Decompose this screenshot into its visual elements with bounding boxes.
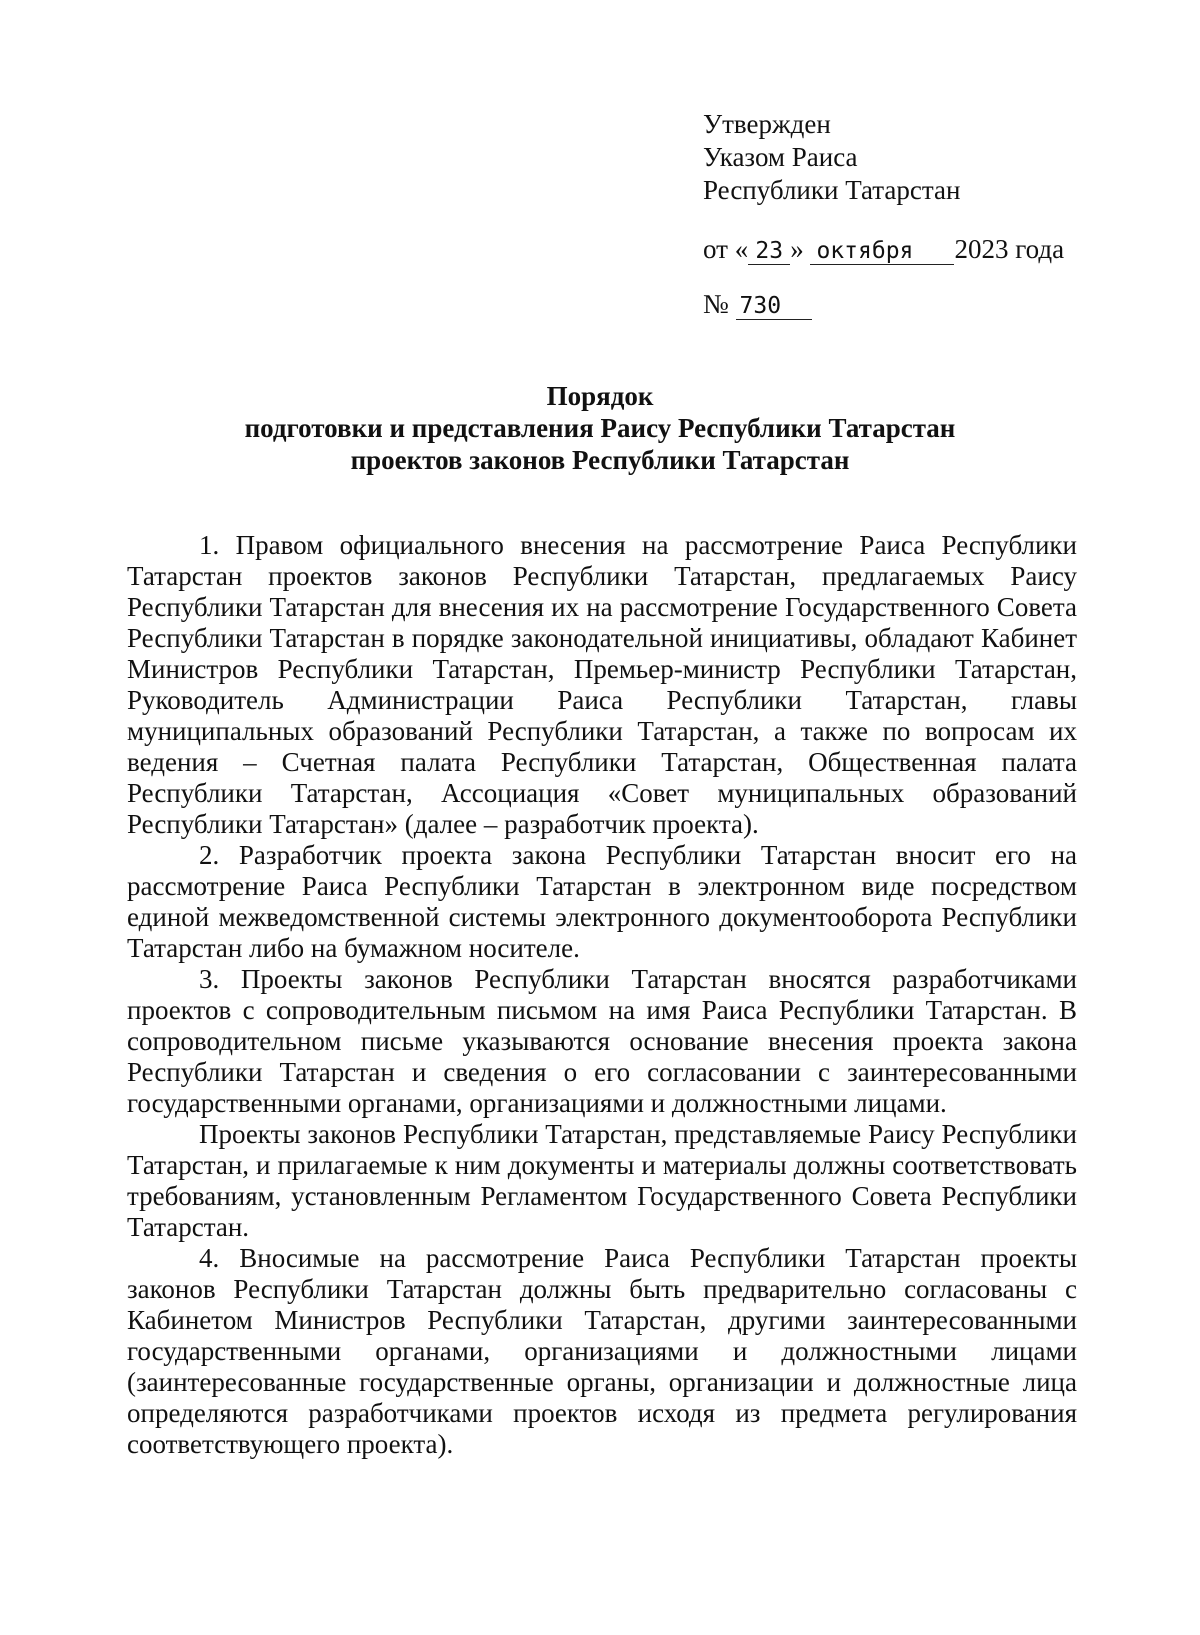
approval-number-line [703,288,1123,321]
date-prefix: от « [703,234,749,264]
date-mid: » [790,234,804,264]
paragraph-3: 3. Проекты законов Республики Татарстан вносятся разработчиками проектов с сопроводительным письмом на имя Раиса Республики Татарстан. В сопроводительном письме указываются основание внесения проекта закона Республики Татарстан и сведения о его согласовании с заинтересованными государственными органами, организациями и должностными лицами. [127,964,1077,1118]
title-line-1: Порядок [546,381,654,411]
approval-date-line [703,233,1123,266]
date-suffix: 2023 года [954,234,1065,264]
number-label: № [703,289,729,319]
document-body [127,530,1077,1460]
approval-line-decree: Указом Раиса [703,142,858,172]
decree-number-field: 730 [736,293,812,320]
date-month-field: октября [810,238,954,265]
date-day-field: 23 [748,238,790,265]
title-line-3: проектов законов Республики Татарстан [350,445,850,475]
title-line-2: подготовки и представления Раису Республики Татарстан [244,413,956,443]
approval-line-republic: Республики Татарстан [703,175,961,205]
paragraph-2: 2. Разработчик проекта закона Республики Татарстан вносит его на рассмотрение Раиса Республики Татарстан в электронном виде посредством единой межведомственной системы электронного документооборота Республики Татарстан либо на бумажном носителе. [127,840,1077,963]
approval-stamp-block [703,108,1123,321]
approval-line-approved: Утвержден [703,109,831,139]
paragraph-3-continuation: Проекты законов Республики Татарстан, представляемые Раису Республики Татарстан, и прилагаемые к ним документы и материалы должны соответствовать требованиям, установленным Регламентом Государственного Совета Республики Татарстан. [127,1119,1077,1242]
paragraph-4: 4. Вносимые на рассмотрение Раиса Республики Татарстан проекты законов Республики Татарстан должны быть предварительно согласованы с Кабинетом Министров Республики Татарстан, другими заинтересованными государственными органами, организациями и должностными лицами (заинтересованные государственные органы, организации и должностные лица определяются разработчиками проектов исходя из предмета регулирования соответствующего проекта). [127,1243,1077,1459]
document-title [120,380,1080,476]
paragraph-1: 1. Правом официального внесения на рассмотрение Раиса Республики Татарстан проектов законов Республики Татарстан, предлагаемых Раису Республики Татарстан для внесения их на рассмотрение Государственного Совета Республики Татарстан в порядке законодательной инициативы, обладают Кабинет Министров Республики Татарстан, Премьер-министр Республики Татарстан, Руководитель Администрации Раиса Республики Татарстан, главы муниципальных образований Республики Татарстан, а также по вопросам их ведения – Счетная палата Республики Татарстан, Общественная палата Республики Татарстан, Ассоциация «Совет муниципальных образований Республики Татарстан» (далее – разработчик проекта). [127,530,1077,839]
